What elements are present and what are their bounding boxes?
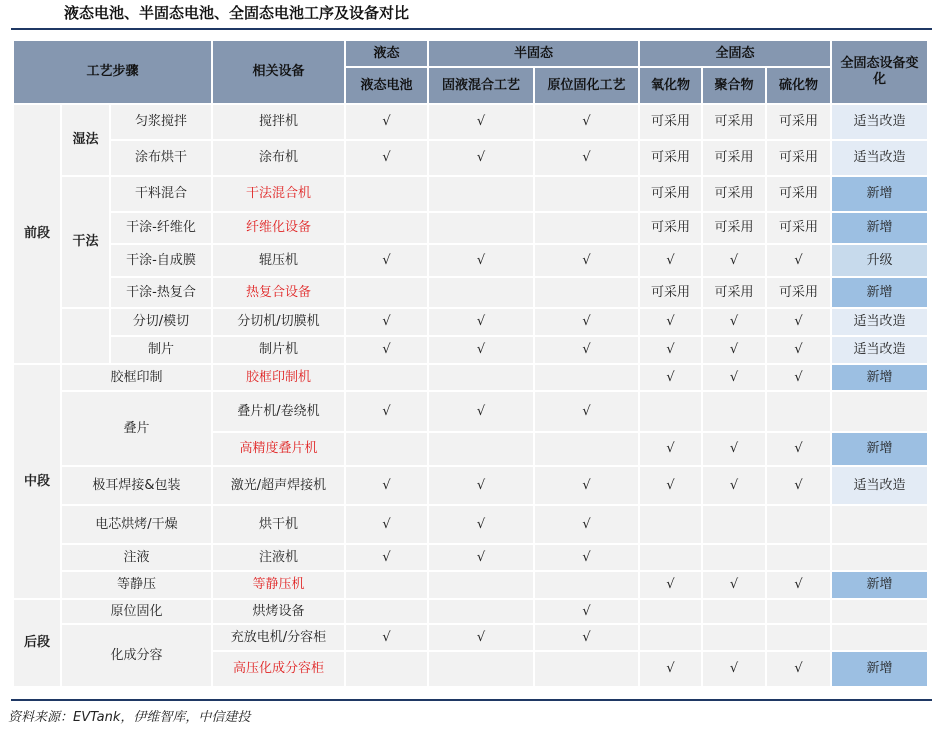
liquid-cell [346, 652, 427, 686]
stage-back: 后段 [14, 600, 60, 686]
mix-cell: √ [429, 506, 533, 543]
insitu-cell [535, 652, 638, 686]
polymer-cell: √ [703, 309, 765, 335]
oxide-cell: √ [640, 245, 701, 276]
sulfide-cell: 可采用 [767, 105, 830, 139]
polymer-cell [703, 625, 765, 650]
header-liquid: 液态 [346, 41, 427, 66]
oxide-cell: √ [640, 433, 701, 465]
liquid-cell: √ [346, 506, 427, 543]
liquid-cell [346, 572, 427, 598]
mix-cell: √ [429, 625, 533, 650]
change-cell: 新增 [832, 433, 927, 465]
mix-cell: √ [429, 337, 533, 363]
equipment-cell: 搅拌机 [213, 105, 344, 139]
polymer-cell: 可采用 [703, 177, 765, 211]
mix-cell: √ [429, 467, 533, 504]
equipment-cell: 胶框印制机 [213, 365, 344, 390]
mix-cell [429, 652, 533, 686]
liquid-cell: √ [346, 467, 427, 504]
change-cell [832, 392, 927, 431]
oxide-cell [640, 545, 701, 570]
sulfide-cell: √ [767, 245, 830, 276]
header-semi-solid: 半固态 [429, 41, 638, 66]
liquid-cell: √ [346, 105, 427, 139]
step-cell: 电芯烘烤/干燥 [62, 506, 211, 543]
step-cell: 干料混合 [111, 177, 211, 211]
sulfide-cell [767, 545, 830, 570]
liquid-cell: √ [346, 625, 427, 650]
equipment-cell: 热复合设备 [213, 278, 344, 307]
sulfide-cell: √ [767, 433, 830, 465]
liquid-cell [346, 600, 427, 623]
oxide-cell: √ [640, 467, 701, 504]
equipment-cell: 注液机 [213, 545, 344, 570]
insitu-cell: √ [535, 245, 638, 276]
step-cell: 分切/模切 [111, 309, 211, 335]
oxide-cell: 可采用 [640, 213, 701, 243]
insitu-cell [535, 177, 638, 211]
insitu-cell [535, 572, 638, 598]
equipment-cell: 烘干机 [213, 506, 344, 543]
sulfide-cell: √ [767, 365, 830, 390]
header-solid-liquid-mix: 固液混合工艺 [429, 68, 533, 103]
step-cell: 涂布烘干 [111, 141, 211, 175]
sulfide-cell: 可采用 [767, 278, 830, 307]
insitu-cell [535, 433, 638, 465]
equipment-cell: 等静压机 [213, 572, 344, 598]
equipment-cell: 高压化成分容柜 [213, 652, 344, 686]
liquid-cell [346, 213, 427, 243]
change-cell: 新增 [832, 365, 927, 390]
stage-middle: 中段 [14, 365, 60, 598]
change-cell: 新增 [832, 177, 927, 211]
insitu-cell: √ [535, 105, 638, 139]
oxide-cell: √ [640, 337, 701, 363]
polymer-cell: 可采用 [703, 105, 765, 139]
insitu-cell: √ [535, 506, 638, 543]
liquid-cell: √ [346, 337, 427, 363]
sulfide-cell [767, 625, 830, 650]
change-cell: 适当改造 [832, 467, 927, 504]
polymer-cell: 可采用 [703, 213, 765, 243]
step-cell: 干涂-纤维化 [111, 213, 211, 243]
change-cell [832, 625, 927, 650]
change-cell: 新增 [832, 652, 927, 686]
oxide-cell: √ [640, 572, 701, 598]
insitu-cell [535, 213, 638, 243]
sulfide-cell: 可采用 [767, 177, 830, 211]
change-cell [832, 545, 927, 570]
oxide-cell [640, 600, 701, 623]
header-equipment: 相关设备 [213, 41, 344, 103]
sulfide-cell: √ [767, 572, 830, 598]
mix-cell: √ [429, 392, 533, 431]
polymer-cell [703, 600, 765, 623]
mix-cell: √ [429, 105, 533, 139]
header-equipment-change: 全固态设备变化 [832, 41, 927, 103]
bottom-rule [11, 699, 932, 701]
oxide-cell: 可采用 [640, 278, 701, 307]
polymer-cell: √ [703, 467, 765, 504]
header-process-step: 工艺步骤 [14, 41, 211, 103]
sulfide-cell: 可采用 [767, 141, 830, 175]
step-cell: 叠片 [62, 392, 211, 465]
header-sulfide: 硫化物 [767, 68, 830, 103]
oxide-cell: √ [640, 309, 701, 335]
step-cell: 干涂-自成膜 [111, 245, 211, 276]
header-liquid-battery: 液态电池 [346, 68, 427, 103]
mix-cell [429, 177, 533, 211]
change-cell: 适当改造 [832, 309, 927, 335]
mix-cell: √ [429, 245, 533, 276]
method-wet: 湿法 [62, 105, 109, 175]
change-cell: 新增 [832, 278, 927, 307]
oxide-cell [640, 625, 701, 650]
change-cell: 适当改造 [832, 105, 927, 139]
insitu-cell: √ [535, 545, 638, 570]
page-title: 液态电池、半固态电池、全固态电池工序及设备对比 [64, 4, 410, 22]
equipment-cell: 纤维化设备 [213, 213, 344, 243]
polymer-cell [703, 392, 765, 431]
insitu-cell: √ [535, 337, 638, 363]
step-cell: 胶框印制 [62, 365, 211, 390]
change-cell [832, 506, 927, 543]
liquid-cell [346, 177, 427, 211]
sulfide-cell [767, 392, 830, 431]
step-cell: 制片 [111, 337, 211, 363]
polymer-cell [703, 545, 765, 570]
sulfide-cell: √ [767, 467, 830, 504]
equipment-cell: 激光/超声焊接机 [213, 467, 344, 504]
polymer-cell: √ [703, 245, 765, 276]
step-cell: 干涂-热复合 [111, 278, 211, 307]
sulfide-cell [767, 506, 830, 543]
sulfide-cell: √ [767, 337, 830, 363]
sulfide-cell: √ [767, 652, 830, 686]
liquid-cell: √ [346, 545, 427, 570]
change-cell: 适当改造 [832, 337, 927, 363]
equipment-cell: 烘烤设备 [213, 600, 344, 623]
sulfide-cell: √ [767, 309, 830, 335]
liquid-cell: √ [346, 141, 427, 175]
oxide-cell: √ [640, 365, 701, 390]
mix-cell: √ [429, 545, 533, 570]
oxide-cell [640, 392, 701, 431]
insitu-cell: √ [535, 625, 638, 650]
mix-cell: √ [429, 309, 533, 335]
oxide-cell: 可采用 [640, 105, 701, 139]
change-cell: 新增 [832, 572, 927, 598]
source-note: 资料来源：EVTank，伊维智库，中信建投 [8, 710, 251, 725]
mix-cell [429, 600, 533, 623]
step-cell: 匀浆搅拌 [111, 105, 211, 139]
liquid-cell [346, 433, 427, 465]
step-cell: 化成分容 [62, 625, 211, 686]
polymer-cell: √ [703, 433, 765, 465]
step-cell: 极耳焊接&包装 [62, 467, 211, 504]
polymer-cell [703, 506, 765, 543]
mix-cell [429, 278, 533, 307]
polymer-cell: 可采用 [703, 278, 765, 307]
mix-cell [429, 213, 533, 243]
sulfide-cell [767, 600, 830, 623]
header-polymer: 聚合物 [703, 68, 765, 103]
step-cell: 原位固化 [62, 600, 211, 623]
insitu-cell: √ [535, 309, 638, 335]
liquid-cell: √ [346, 392, 427, 431]
mix-cell [429, 365, 533, 390]
polymer-cell: √ [703, 337, 765, 363]
liquid-cell: √ [346, 309, 427, 335]
equipment-cell: 叠片机/卷绕机 [213, 392, 344, 431]
mix-cell [429, 433, 533, 465]
equipment-cell: 辊压机 [213, 245, 344, 276]
polymer-cell: √ [703, 652, 765, 686]
header-all-solid: 全固态 [640, 41, 830, 66]
oxide-cell: 可采用 [640, 177, 701, 211]
header-in-situ: 原位固化工艺 [535, 68, 638, 103]
equipment-cell: 高精度叠片机 [213, 433, 344, 465]
oxide-cell: √ [640, 652, 701, 686]
step-cell: 等静压 [62, 572, 211, 598]
mix-cell [429, 572, 533, 598]
liquid-cell [346, 278, 427, 307]
liquid-cell: √ [346, 245, 427, 276]
method-blank [62, 309, 109, 363]
liquid-cell [346, 365, 427, 390]
equipment-cell: 制片机 [213, 337, 344, 363]
change-cell: 适当改造 [832, 141, 927, 175]
polymer-cell: √ [703, 365, 765, 390]
insitu-cell: √ [535, 392, 638, 431]
insitu-cell [535, 365, 638, 390]
mix-cell: √ [429, 141, 533, 175]
equipment-cell: 涂布机 [213, 141, 344, 175]
oxide-cell [640, 506, 701, 543]
sulfide-cell: 可采用 [767, 213, 830, 243]
change-cell [832, 600, 927, 623]
change-cell: 升级 [832, 245, 927, 276]
step-cell: 注液 [62, 545, 211, 570]
insitu-cell: √ [535, 600, 638, 623]
stage-front: 前段 [14, 105, 60, 363]
equipment-cell: 干法混合机 [213, 177, 344, 211]
insitu-cell [535, 278, 638, 307]
oxide-cell: 可采用 [640, 141, 701, 175]
equipment-cell: 充放电机/分容柜 [213, 625, 344, 650]
comparison-table [14, 41, 925, 689]
method-dry: 干法 [62, 177, 109, 307]
polymer-cell: √ [703, 572, 765, 598]
equipment-cell: 分切机/切膜机 [213, 309, 344, 335]
insitu-cell: √ [535, 467, 638, 504]
header-oxide: 氧化物 [640, 68, 701, 103]
change-cell: 新增 [832, 213, 927, 243]
top-rule [11, 28, 932, 30]
insitu-cell: √ [535, 141, 638, 175]
polymer-cell: 可采用 [703, 141, 765, 175]
